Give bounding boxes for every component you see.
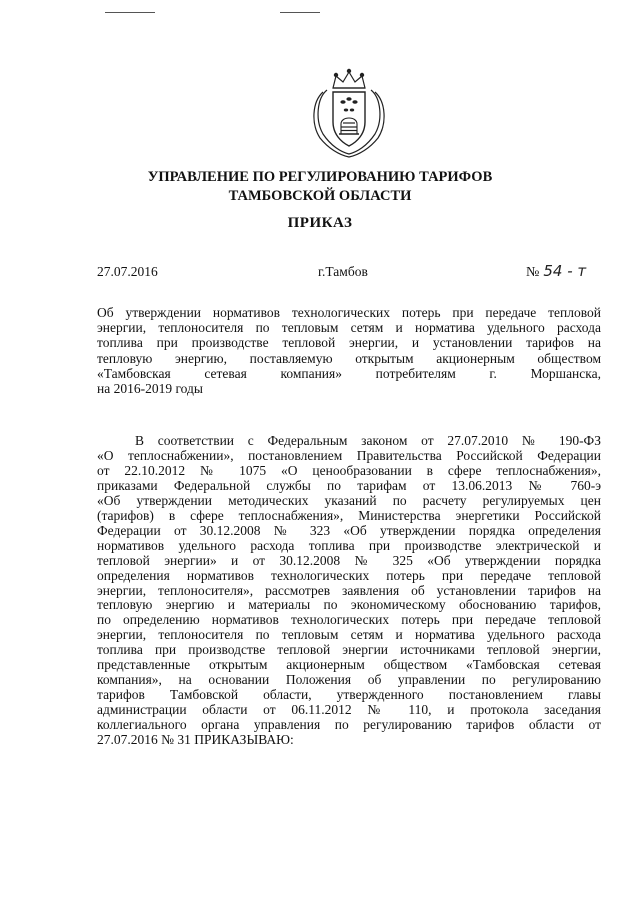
authority-name-line2: ТАМБОВСКОЙ ОБЛАСТИ bbox=[228, 188, 412, 204]
subject-line: топлива при производстве тепловой энергии, и установлении тарифов на bbox=[97, 335, 601, 351]
order-preamble bbox=[97, 434, 601, 748]
subject-line: «Тамбовская сетевая компания» потребителям г. Моршанска, bbox=[97, 365, 601, 381]
tambov-coat-of-arms-icon bbox=[303, 68, 395, 158]
body-line: энергии, теплоносителя», рассмотрев заявления об установлении тарифов на bbox=[97, 582, 601, 598]
body-line: Федерации от 30.12.2008 № 323 «Об утверждении порядка определения bbox=[97, 522, 601, 538]
body-line: тепловую энергию и материалы по экономическому обоснованию тарифов, bbox=[97, 597, 601, 613]
subject-line: энергии, теплоносителя по тепловым сетям и норматива удельного расхода bbox=[97, 320, 601, 336]
body-line: администрации области от 06.11.2012 № 110, и протокола заседания bbox=[97, 702, 601, 718]
document-number bbox=[526, 262, 586, 281]
number-label: № bbox=[526, 265, 540, 280]
order-subject bbox=[97, 305, 601, 396]
authority-name-line1: УПРАВЛЕНИЕ ПО РЕГУЛИРОВАНИЮ ТАРИФОВ bbox=[147, 169, 493, 185]
document-type-title: ПРИКАЗ bbox=[287, 215, 353, 231]
body-line: нормативов удельного расхода топлива при производстве электрической и bbox=[97, 537, 601, 553]
body-line: определения нормативов технологических потерь при передаче тепловой bbox=[97, 567, 601, 583]
subject-line: Об утверждении нормативов технологических потерь при передаче тепловой bbox=[97, 305, 601, 320]
body-line: представленные открытым акционерным обществом «Тамбовская сетевая bbox=[97, 657, 601, 673]
body-line: 27.07.2016 № 31 ПРИКАЗЫВАЮ: bbox=[97, 732, 294, 748]
subject-line: на 2016-2019 годы bbox=[97, 381, 203, 397]
body-line: (тарифов) в сфере теплоснабжения», Министерства энергетики Российской bbox=[97, 507, 601, 523]
body-line: энергии, теплоносителя по тепловым сетям и норматива удельного расхода bbox=[97, 627, 601, 643]
body-line: тепловой энергии» и от 30.12.2008 № 325 «Об утверждении порядка bbox=[97, 552, 601, 568]
body-line: коллегиального органа управления по регулированию тарифов области от bbox=[97, 717, 601, 733]
subject-line: тепловую энергию, поставляемую открытым акционерным обществом bbox=[97, 350, 601, 366]
body-line: «О теплоснабжении», постановлением Правительства Российской Федерации bbox=[97, 447, 601, 463]
body-line: топлива при производстве тепловой энергии источниками тепловой энергии, bbox=[97, 642, 601, 658]
body-line: «Об утверждении методических указаний по расчету регулируемых цен bbox=[97, 492, 601, 508]
scan-artifact-line bbox=[280, 12, 320, 13]
scan-artifact-line bbox=[105, 12, 155, 13]
document-date: 27.07.2016 bbox=[97, 264, 158, 279]
body-line: от 22.10.2012 № 1075 «О ценообразовании в сфере теплоснабжения», bbox=[97, 462, 601, 478]
handwritten-number: 54 - т bbox=[543, 262, 587, 280]
body-line: приказами Федеральной службы по тарифам от 13.06.2013 № 760-э bbox=[97, 477, 601, 493]
body-line: по определению нормативов технологических потерь при передаче тепловой bbox=[97, 612, 601, 628]
document-place: г.Тамбов bbox=[318, 264, 368, 279]
body-line: компания», на основании Положения об управлении по регулированию bbox=[97, 672, 601, 688]
body-line: В соответствии с Федеральным законом от 27.07.2010 № 190-ФЗ bbox=[135, 433, 601, 448]
body-line: тарифов Тамбовской области, утвержденного постановлением главы bbox=[97, 687, 601, 703]
